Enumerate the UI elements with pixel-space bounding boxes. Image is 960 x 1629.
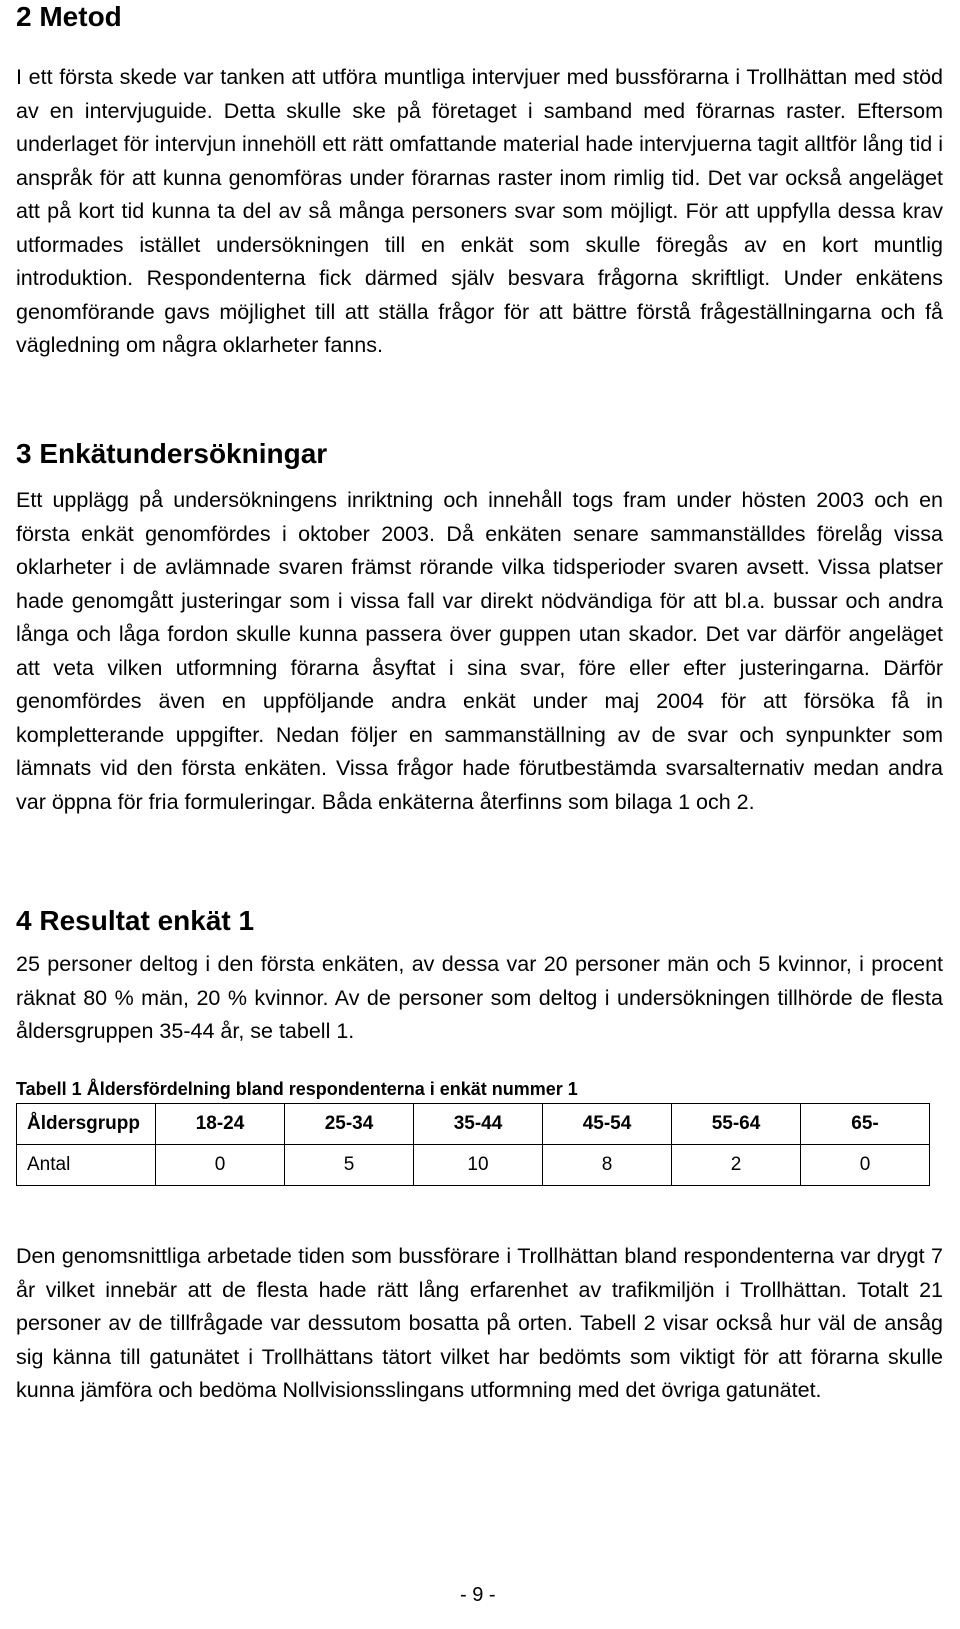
section-heading-enkatundersokningar: 3 Enkätundersökningar xyxy=(16,438,328,469)
table-header-cell: 45-54 xyxy=(543,1104,672,1145)
section-heading-resultat: 4 Resultat enkät 1 xyxy=(16,905,255,936)
paragraph-resultat: 25 personer deltog i den första enkäten, av dessa var 20 personer män och 5 kvinnor, i procent räknat 80 % män, 20 % kvinnor. Av de personer som deltog i undersökningen tillhörde de flesta åldersgruppen 35-44 år, se tabell 1. xyxy=(16,952,943,1043)
paragraph-final: Den genomsnittliga arbetade tiden som bussförare i Trollhättan bland respondenterna var drygt 7 år vilket innebär att de flesta hade rätt lång erfarenhet av trafikmiljön i Trollhättan. Totalt 21 personer av de tillfrågade var dessutom bosatta på orten. Tabell 2 visar också hur väl de ansåg sig känna till gatunätet i Trollhättans tätort vilket har bedömts som viktigt för att förarna skulle kunna jämföra och bedöma Nollvisionsslingans utformning med det övriga gatunätet. xyxy=(16,1244,943,1402)
paragraph-metod: I ett första skede var tanken att utföra muntliga intervjuer med bussförarna i Trollhättan med stöd av en intervjuguide. Detta skulle ske på företaget i samband med förarnas raster. Eftersom underlaget för intervjun innehöll ett rätt omfattande material hade intervjuerna tagit alltför lång tid i anspråk för att kunna genomföras under förarnas raster inom rimlig tid. Det var också angeläget att på kort tid kunna ta del av så många personers svar som möjligt. För att uppfylla dessa krav utformades istället undersökningen till en enkät som skulle föregås av en kort muntlig introduktion. Respondenterna fick därmed själv besvara frågorna skriftligt. Under enkätens genomförande gavs möjlighet till att ställa frågor för att bättre förstå frågeställningarna och få vägledning om några oklarheter fanns. xyxy=(16,65,943,357)
table-header-cell: 25-34 xyxy=(285,1104,414,1145)
table-header-cell: 55-64 xyxy=(672,1104,801,1145)
table-row xyxy=(17,1145,930,1186)
table-cell: 10 xyxy=(414,1145,543,1186)
table-header-cell: 65- xyxy=(801,1104,930,1145)
table-caption: Tabell 1 Åldersfördelning bland respondenterna i enkät nummer 1 xyxy=(16,1079,578,1099)
table-header-row xyxy=(17,1104,930,1145)
table-cell: 5 xyxy=(285,1145,414,1186)
table-cell: 0 xyxy=(801,1145,930,1186)
table-cell: 0 xyxy=(156,1145,285,1186)
table-cell: 2 xyxy=(672,1145,801,1186)
age-distribution-table xyxy=(16,1103,930,1186)
table-header-cell: Åldersgrupp xyxy=(17,1104,156,1145)
table-header-cell: 35-44 xyxy=(414,1104,543,1145)
table-header-cell: 18-24 xyxy=(156,1104,285,1145)
page-number: - 9 - xyxy=(460,1584,496,1606)
section-heading-metod: 2 Metod xyxy=(16,1,122,32)
paragraph-enkatundersokningar: Ett upplägg på undersökningens inriktning och innehåll togs fram under hösten 2003 och en första enkät genomfördes i oktober 2003. Då enkäten senare sammanställdes förelåg vissa oklarheter i de avlämnade svaren främst rörande vilka tidsperioder svaren avsett. Vissa platser hade genomgått justeringar som i vissa fall var direkt nödvändiga för att bl.a. bussar och andra långa och låga fordon skulle kunna passera över guppen utan skador. Det var därför angeläget att veta vilken utformning förarna åsyftat i sina svar, före eller efter justeringarna. Därför genomfördes även en uppföljande andra enkät under maj 2004 för att försöka få in kompletterande uppgifter. Nedan följer en sammanställning av de svar och synpunkter som lämnats vid den första enkäten. Vissa frågor hade förutbestämda svarsalternativ medan andra var öppna för fria formuleringar. Båda enkäterna återfinns som bilaga 1 och 2. xyxy=(16,488,943,814)
table-cell: 8 xyxy=(543,1145,672,1186)
table-cell: Antal xyxy=(17,1145,156,1186)
